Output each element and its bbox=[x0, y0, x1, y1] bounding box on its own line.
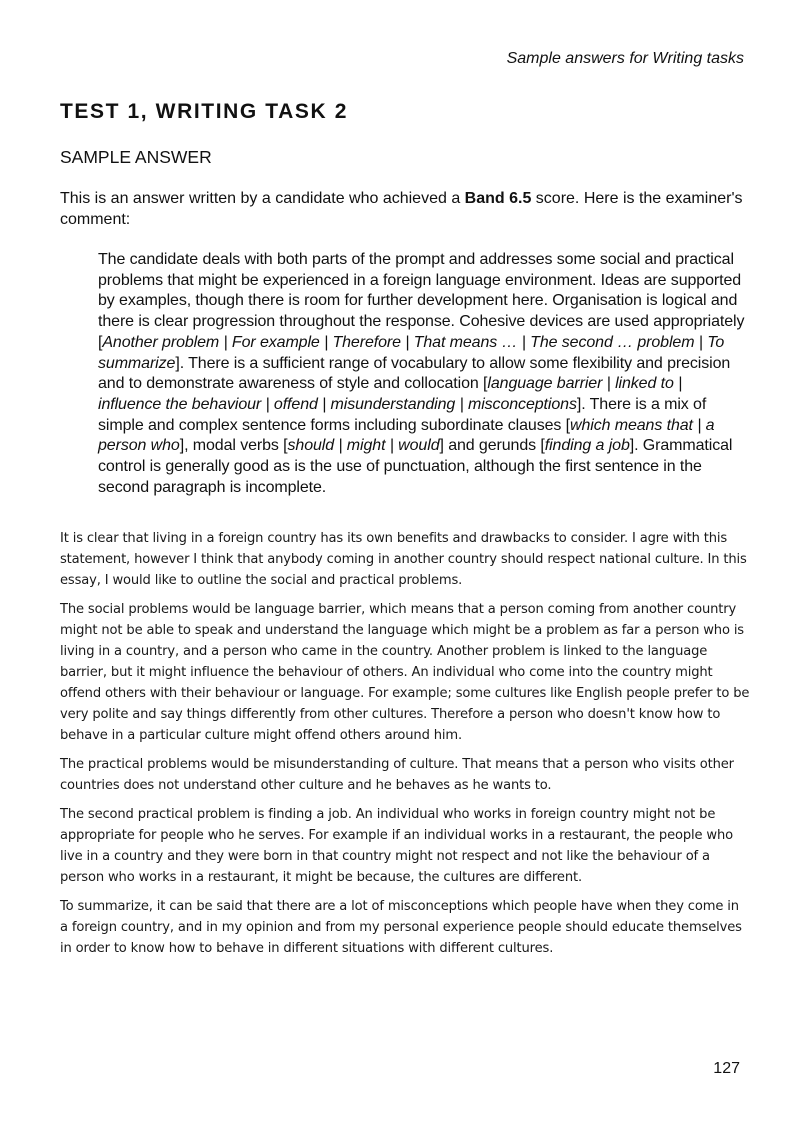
essay-paragraph-1: It is clear that living in a foreign country has its own benefits and drawbacks to consider. I agre with this statement, however I think that anybody coming in another country should respect national culture. In this essay, I would like to outline the social and practical problems. bbox=[60, 531, 747, 588]
essay-paragraph-2: The social problems would be language barrier, which means that a person coming from another country might not be able to speak and understand the language which might be a problem as far a person who is living in a country, and a person who came in the country. Another problem is linked to the language barrier, but it might influence the behaviour of others. An individual who come into the country might offend others with their behaviour or language. For example; some cultures like English people prefer to be very polite and say things differently from other cultures. Therefore a person who doesn't know how to behave in a particular culture might offend others around him. bbox=[60, 602, 750, 743]
intro-text-after: score. Here is the examiner's comment: bbox=[60, 190, 743, 228]
page-number: 127 bbox=[713, 1060, 740, 1077]
comment-text-4: ], modal verbs [ bbox=[179, 437, 288, 455]
page-title: TEST 1, WRITING TASK 2 bbox=[60, 100, 348, 123]
comment-examples-gerunds: finding a job bbox=[544, 437, 630, 455]
running-header: Sample answers for Writing tasks bbox=[506, 50, 744, 67]
comment-examples-clauses: which means that | a person who bbox=[98, 416, 715, 455]
essay-paragraph-4: The second practical problem is finding a job. An individual who works in foreign country might not be appropriate for people who he serves. For example if an individual works in a restaurant, the people who live in a country and they were born in that country might not respect and not like the behaviour of a person who works in a restaurant, it might be because, the cultures are different. bbox=[60, 807, 733, 885]
band-score: Band 6.5 bbox=[464, 190, 532, 207]
comment-text-2: ]. There is a sufficient range of vocabulary to allow some flexibility and precision and to demonstrate awareness of style and collocation [ bbox=[98, 354, 731, 393]
essay-paragraph-5: To summarize, it can be said that there are a lot of misconceptions which people have when they come in a foreign country, and in my opinion and from my personal experience people should educate themselves in order to know how to behave in different situations with different cultures. bbox=[60, 899, 742, 956]
intro-text-before: This is an answer written by a candidate who achieved a bbox=[60, 190, 465, 207]
essay-paragraph-3: The practical problems would be misunderstanding of culture. That means that a person who visits other countries does not understand other culture and he behaves as he wants to. bbox=[60, 757, 734, 793]
comment-text-1: The candidate deals with both parts of the prompt and addresses some social and practical problems that might be experienced in a foreign language environment. Ideas are supported by examples, though there is room for further development here. Organisation is logical and there is clear progression throughout the response. Cohesive devices are used appropriately [ bbox=[98, 251, 745, 351]
candidate-essay bbox=[60, 528, 750, 967]
comment-text-3: ]. There is a mix of simple and complex sentence forms including subordinate clauses [ bbox=[98, 395, 707, 434]
intro-paragraph bbox=[60, 188, 750, 230]
comment-text-5: ] and gerunds [ bbox=[439, 437, 545, 455]
comment-examples-modals: should | might | would bbox=[287, 437, 440, 455]
examiner-comment bbox=[98, 250, 746, 498]
section-subtitle: SAMPLE ANSWER bbox=[60, 147, 212, 167]
comment-examples-vocabulary: language barrier | linked to | influence the behaviour | offend | misunderstanding | misconceptions bbox=[98, 375, 683, 413]
comment-text-6: ]. Grammatical control is generally good as is the use of punctuation, although the first sentence in the second paragraph is incomplete. bbox=[98, 437, 733, 496]
comment-examples-cohesion: Another problem | For example | Therefore | That means … | The second … problem | To summarize bbox=[98, 333, 725, 372]
